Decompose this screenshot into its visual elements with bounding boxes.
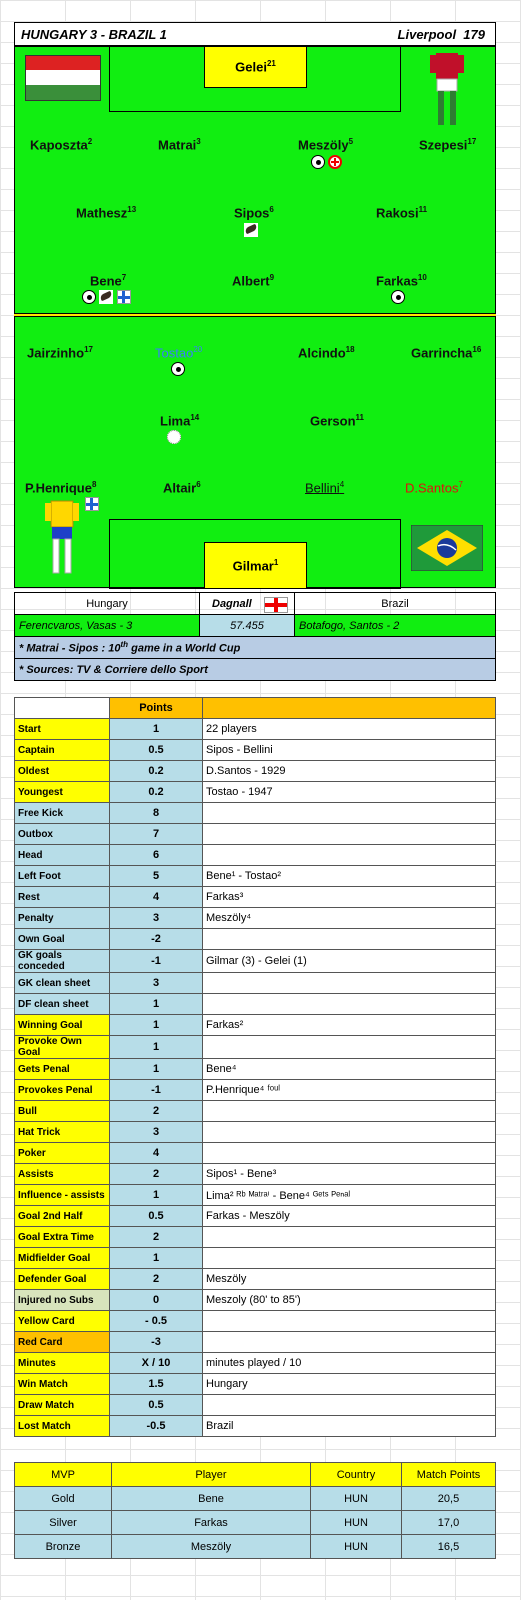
player-farkas: Farkas$^{10}$ [376, 273, 427, 289]
points-row-note [203, 1143, 496, 1164]
hungary-kit-icon [430, 51, 464, 131]
points-row-note [203, 803, 496, 824]
hungary-flag-icon [25, 55, 101, 101]
points-row-note [203, 1122, 496, 1143]
points-row-note: Farkas - Meszöly [203, 1206, 496, 1227]
points-row [15, 929, 496, 950]
brazil-flag-icon [411, 525, 483, 571]
away-team: Brazil [295, 593, 496, 615]
points-row-note: Meszöly [203, 1269, 496, 1290]
away-clubs: Botafogo, Santos - 2 [295, 615, 496, 637]
points-row [15, 1206, 496, 1227]
points-row-note: Bene¹ - Tostao² [203, 866, 496, 887]
points-row-value: 1 [110, 1036, 203, 1059]
points-row-value: 1 [110, 1248, 203, 1269]
points-row-note: D.Santos - 1929 [203, 761, 496, 782]
ball-icon [391, 290, 405, 304]
points-row-note: Gilmar (3) - Gelei (1) [203, 950, 496, 973]
points-row-label: Injured no Subs [15, 1290, 110, 1311]
points-row-label: Minutes [15, 1353, 110, 1374]
points-row-value: -3 [110, 1332, 203, 1353]
points-row-value: - 0.5 [110, 1311, 203, 1332]
points-row [15, 740, 496, 761]
points-row-value: 4 [110, 1143, 203, 1164]
points-row-value: 0.5 [110, 1206, 203, 1227]
points-row-note [203, 1248, 496, 1269]
points-row-label: Oldest [15, 761, 110, 782]
points-row-note [203, 973, 496, 994]
match-points-header: Match Points [402, 1463, 496, 1487]
points-row-label: Free Kick [15, 803, 110, 824]
player-dsantos: D.Santos$^7$ [405, 480, 463, 496]
player-bene: Bene$^7$ [90, 273, 127, 289]
player-kaposzta: Kaposzta$^2$ [30, 137, 93, 153]
country-header: Country [311, 1463, 402, 1487]
points-row-value: 2 [110, 1101, 203, 1122]
points-row-label: Bull [15, 1101, 110, 1122]
points-row-label: Left Foot [15, 866, 110, 887]
points-row-value: 8 [110, 803, 203, 824]
points-row-value: 5 [110, 866, 203, 887]
mvp-table [14, 1462, 496, 1559]
player-gerson: Gerson$^{11}$ [310, 413, 364, 429]
points-row [15, 908, 496, 929]
points-row [15, 887, 496, 908]
player-garrincha: Garrincha$^{16}$ [411, 345, 482, 361]
points-row [15, 1101, 496, 1122]
referee-cell: Dagnall [200, 593, 295, 615]
points-row-value: 1 [110, 1015, 203, 1036]
points-row-label: Goal Extra Time [15, 1227, 110, 1248]
match-title-bar [14, 22, 496, 46]
points-row-note: Brazil [203, 1416, 496, 1437]
points-row-value: 1.5 [110, 1374, 203, 1395]
points-row-label: Captain [15, 740, 110, 761]
points-row [15, 973, 496, 994]
points-row-note: P.Henrique⁴ ᶠᵒᵘˡ [203, 1080, 496, 1101]
points-row-value: -1 [110, 1080, 203, 1101]
match-info-table [14, 592, 496, 681]
points-row-label: Assists [15, 1164, 110, 1185]
points-row [15, 761, 496, 782]
points-row [15, 1080, 496, 1101]
points-row [15, 1395, 496, 1416]
red-cross-icon [328, 155, 342, 169]
points-row-note [203, 824, 496, 845]
points-row-value: 2 [110, 1164, 203, 1185]
points-row-value: 0 [110, 1290, 203, 1311]
points-row-label: Draw Match [15, 1395, 110, 1416]
attendance: 57.455 [200, 615, 295, 637]
points-row-label: Win Match [15, 1374, 110, 1395]
points-row-note [203, 1101, 496, 1122]
hungary-half-pitch [14, 46, 496, 314]
boot-icon [99, 290, 113, 304]
points-row-note: Sipos¹ - Bene³ [203, 1164, 496, 1185]
points-row-label: Goal 2nd Half [15, 1206, 110, 1227]
points-row-note: Meszöly⁴ [203, 908, 496, 929]
points-row [15, 866, 496, 887]
venue-title: Liverpool 179 [397, 27, 485, 42]
points-row-value: -1 [110, 950, 203, 973]
player-albert: Albert$^9$ [232, 273, 275, 289]
points-row-value: -2 [110, 929, 203, 950]
points-row [15, 845, 496, 866]
points-row-value: 0.2 [110, 761, 203, 782]
mvp-row: Bronze Meszöly HUN 16,5 [15, 1535, 496, 1559]
points-row-note [203, 929, 496, 950]
ball-icon [171, 362, 185, 376]
points-row-note [203, 1036, 496, 1059]
points-row-note: Lima² ᴿᵇ ᴹᵃᵗʳᵃⁱ - Bene⁴ ᴳᵉᵗˢ ᴾᵉⁿᵃˡ [203, 1185, 496, 1206]
points-row-label: Influence - assists [15, 1185, 110, 1206]
points-row-value: 0.2 [110, 782, 203, 803]
player-altair: Altair$^6$ [163, 480, 201, 496]
points-row [15, 994, 496, 1015]
points-row-value: 3 [110, 973, 203, 994]
points-row [15, 1122, 496, 1143]
points-row-note [203, 1227, 496, 1248]
points-row [15, 1227, 496, 1248]
points-row-note: Farkas² [203, 1015, 496, 1036]
points-row [15, 1143, 496, 1164]
england-flag-icon [264, 597, 288, 613]
points-table [14, 697, 496, 1437]
points-row-label: Poker [15, 1143, 110, 1164]
points-row [15, 1269, 496, 1290]
points-row-value: 6 [110, 845, 203, 866]
points-row-label: Provoke Own Goal [15, 1036, 110, 1059]
boot-icon [244, 223, 258, 237]
points-row-note [203, 1395, 496, 1416]
points-row-label: Lost Match [15, 1416, 110, 1437]
points-row-value: 0.5 [110, 1395, 203, 1416]
whistle-icon [167, 430, 181, 444]
home-clubs: Ferencvaros, Vasas - 3 [15, 615, 200, 637]
brazil-goalkeeper: Gilmar$^1$ [204, 542, 307, 589]
points-row-note: Tostao - 1947 [203, 782, 496, 803]
points-row-label: Head [15, 845, 110, 866]
player-jairzinho: Jairzinho$^{17}$ [27, 345, 93, 361]
points-row [15, 1036, 496, 1059]
points-row-value: 1 [110, 1185, 203, 1206]
points-row-label: Winning Goal [15, 1015, 110, 1036]
points-row [15, 1353, 496, 1374]
points-row-note [203, 845, 496, 866]
player-mathesz: Mathesz$^{13}$ [76, 205, 137, 221]
points-row-note: Meszoly (80' to 85') [203, 1290, 496, 1311]
points-row-value: 2 [110, 1227, 203, 1248]
player-lima: Lima$^{14}$ [160, 413, 200, 429]
points-row-label: Own Goal [15, 929, 110, 950]
points-row-label: Youngest [15, 782, 110, 803]
mvp-row: Gold Bene HUN 20,5 [15, 1487, 496, 1511]
points-row [15, 1290, 496, 1311]
points-row-note [203, 1332, 496, 1353]
points-row-label: Defender Goal [15, 1269, 110, 1290]
points-row-value: 2 [110, 1269, 203, 1290]
points-row-label: GK clean sheet [15, 973, 110, 994]
points-row-note: minutes played / 10 [203, 1353, 496, 1374]
points-row-label: Outbox [15, 824, 110, 845]
points-row-note: 22 players [203, 719, 496, 740]
player-tostao: Tostao$^{20}$ [155, 345, 203, 361]
points-row-note: Bene⁴ [203, 1059, 496, 1080]
points-row-label: Gets Penal [15, 1059, 110, 1080]
points-row [15, 1248, 496, 1269]
points-row-value: 4 [110, 887, 203, 908]
player-header: Player [112, 1463, 311, 1487]
match-score-title: HUNGARY 3 - BRAZIL 1 [21, 27, 167, 42]
points-row-note: Hungary [203, 1374, 496, 1395]
points-row-label: Midfielder Goal [15, 1248, 110, 1269]
player-szepesi: Szepesi$^{17}$ [419, 137, 477, 153]
points-row-value: -0.5 [110, 1416, 203, 1437]
player-bellini: Bellini$^4$ [305, 480, 345, 496]
points-row-note: Sipos - Bellini [203, 740, 496, 761]
points-row-note [203, 1311, 496, 1332]
points-row-value: X / 10 [110, 1353, 203, 1374]
points-row-label: Penalty [15, 908, 110, 929]
brazil-kit-icon [45, 499, 79, 579]
points-row [15, 1374, 496, 1395]
points-row [15, 803, 496, 824]
points-row-label: Red Card [15, 1332, 110, 1353]
points-row [15, 1332, 496, 1353]
points-row-value: 1 [110, 994, 203, 1015]
points-row-label: Start [15, 719, 110, 740]
points-row [15, 1164, 496, 1185]
points-row-value: 7 [110, 824, 203, 845]
home-team: Hungary [15, 593, 200, 615]
points-row [15, 782, 496, 803]
points-row-label: Hat Trick [15, 1122, 110, 1143]
points-row-value: 1 [110, 719, 203, 740]
points-row-value: 0.5 [110, 740, 203, 761]
points-row-value: 1 [110, 1059, 203, 1080]
player-matrai: Matrai$^3$ [158, 137, 201, 153]
mvp-row: Silver Farkas HUN 17,0 [15, 1511, 496, 1535]
points-header: Points [110, 698, 203, 719]
points-row-label: Provokes Penal [15, 1080, 110, 1101]
hungary-goalkeeper: Gelei$^{21}$ [204, 46, 307, 88]
points-row-label: GK goals conceded [15, 950, 110, 973]
points-row-label: Yellow Card [15, 1311, 110, 1332]
points-row [15, 719, 496, 740]
player-meszoly: Meszöly$^5$ [298, 137, 354, 153]
ball-icon [311, 155, 325, 169]
points-row-label: Rest [15, 887, 110, 908]
note-world-cup: * Matrai - Sipos : 10th game in a World Cup [15, 637, 496, 659]
ball-icon [82, 290, 96, 304]
points-row-note [203, 994, 496, 1015]
points-row [15, 1059, 496, 1080]
player-phenrique: P.Henrique$^8$ [25, 480, 97, 496]
finnish-flag-icon [85, 497, 99, 511]
points-row-value: 3 [110, 1122, 203, 1143]
points-row [15, 1416, 496, 1437]
points-row [15, 1015, 496, 1036]
mvp-header: MVP [15, 1463, 112, 1487]
player-rakosi: Rakosi$^{11}$ [376, 205, 428, 221]
points-row [15, 1311, 496, 1332]
points-row [15, 1185, 496, 1206]
player-alcindo: Alcindo$^{18}$ [298, 345, 355, 361]
points-row-label: DF clean sheet [15, 994, 110, 1015]
finnish-flag-icon [117, 290, 131, 304]
points-row [15, 950, 496, 973]
player-sipos: Sipos$^6$ [234, 205, 274, 221]
brazil-half-pitch [14, 316, 496, 588]
note-sources: * Sources: TV & Corriere dello Sport [15, 659, 496, 681]
points-row [15, 824, 496, 845]
points-row-value: 3 [110, 908, 203, 929]
points-row-note: Farkas³ [203, 887, 496, 908]
